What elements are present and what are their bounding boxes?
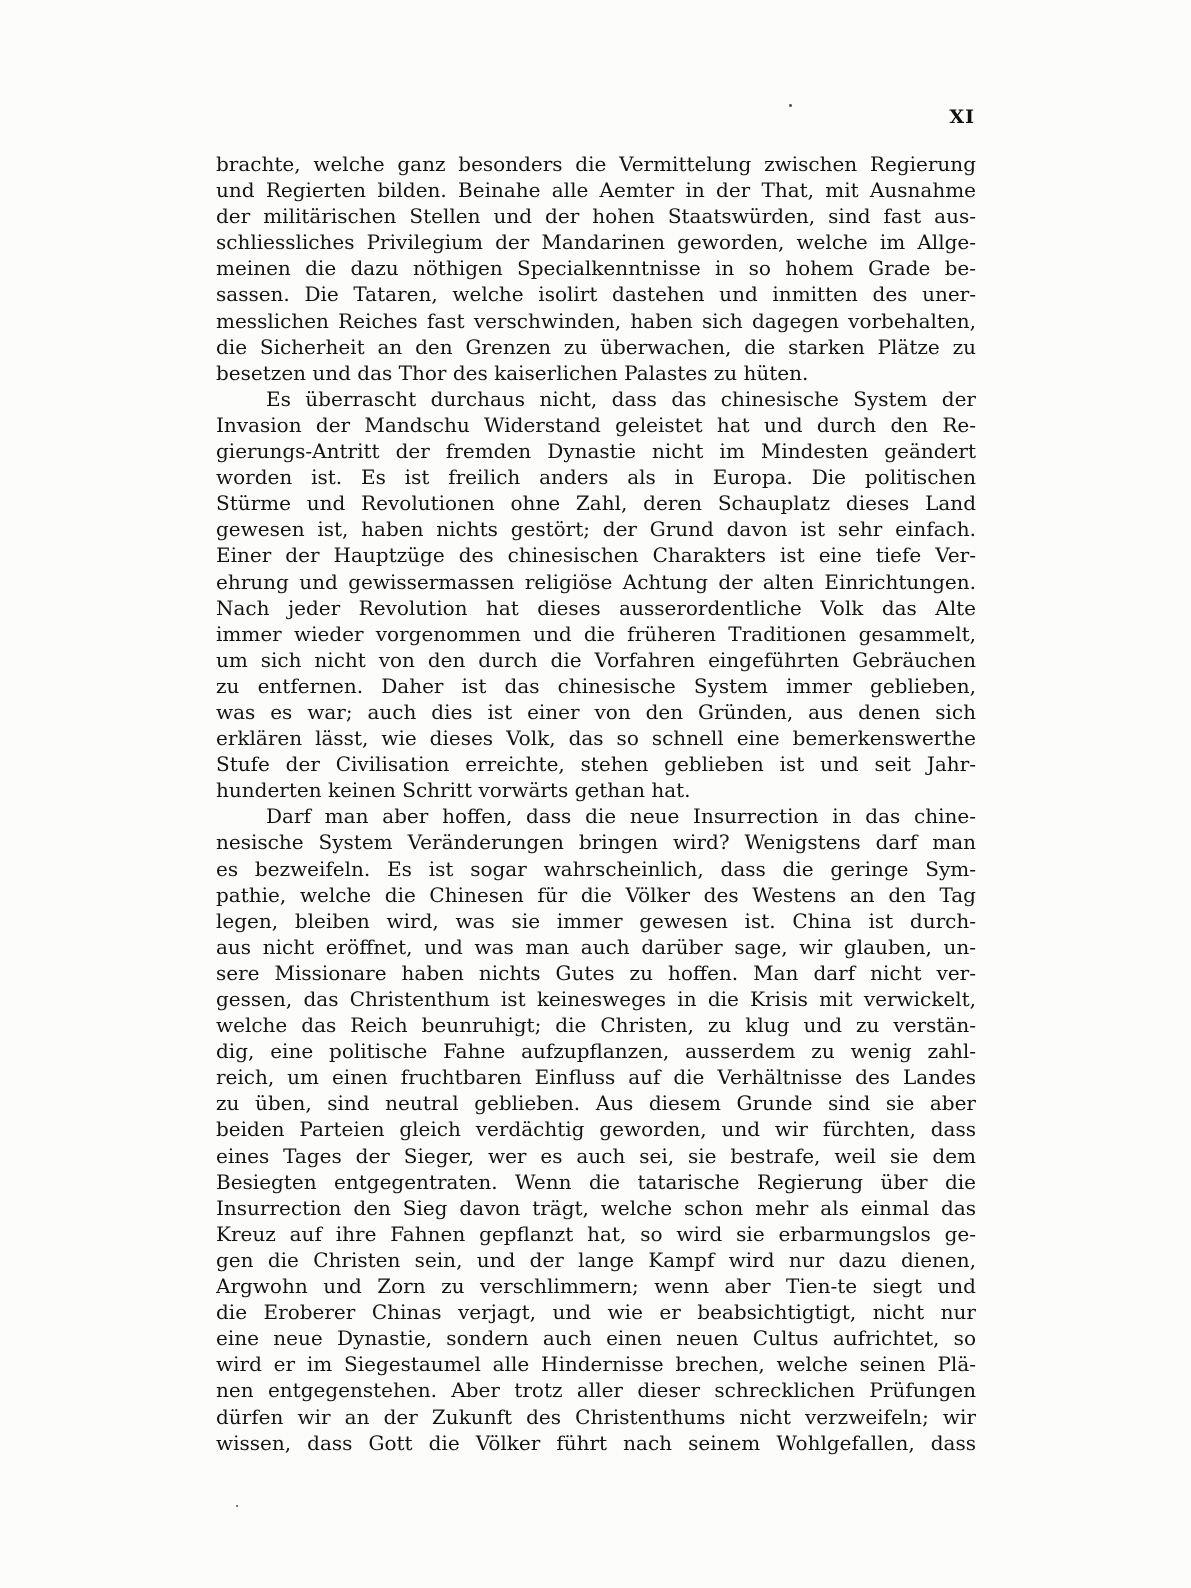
text-line: pathie, welche die Chinesen für die Völker des Westens an den Tag [216, 882, 976, 907]
text-line: aus nicht eröffnet, und was man auch darüber sage, wir glauben, un- [216, 934, 976, 959]
body-text [216, 151, 976, 1456]
text-line: messlichen Reiches fast verschwinden, haben sich dagegen vorbehalten, [216, 308, 976, 333]
text-line: dig, eine politische Fahne aufzupflanzen, ausserdem zu wenig zahl- [216, 1039, 976, 1064]
text-line: Einer der Hauptzüge des chinesischen Charakters ist eine tiefe Ver- [216, 543, 976, 568]
text-line: welche das Reich beunruhigt; die Christen, zu klug und zu verstän- [216, 1013, 976, 1038]
text-line: eines Tages der Sieger, wer es auch sei, sie bestrafe, weil sie dem [216, 1143, 976, 1168]
text-line: ehrung und gewissermassen religiöse Achtung der alten Einrichtungen. [216, 569, 976, 594]
text-line: Stürme und Revolutionen ohne Zahl, deren Schauplatz dieses Land [216, 491, 976, 516]
text-line: der militärischen Stellen und der hohen Staatswürden, sind fast aus- [216, 204, 976, 229]
text-line: wird er im Siegestaumel alle Hindernisse brechen, welche seinen Plä- [216, 1352, 976, 1377]
text-line: dürfen wir an der Zukunft des Christenthums nicht verzweifeln; wir [216, 1404, 976, 1429]
text-line: eine neue Dynastie, sondern auch einen neuen Cultus aufrichtet, so [216, 1326, 976, 1351]
text-line: die Sicherheit an den Grenzen zu überwachen, die starken Plätze zu [216, 334, 976, 359]
text-line: meinen die dazu nöthigen Specialkenntnisse in so hohem Grade be- [216, 256, 976, 281]
text-line: Stufe der Civilisation erreichte, stehen geblieben ist und seit Jahr- [216, 752, 976, 777]
text-line: Argwohn und Zorn zu verschlimmern; wenn aber Tien-te siegt und [216, 1274, 976, 1299]
text-line: um sich nicht von den durch die Vorfahren eingeführten Gebräuchen [216, 647, 976, 672]
text-line: gewesen ist, haben nichts gestört; der Grund davon ist sehr einfach. [216, 517, 976, 542]
text-line: Invasion der Mandschu Widerstand geleistet hat und durch den Re- [216, 412, 976, 437]
text-line: sere Missionare haben nichts Gutes zu hoffen. Man darf nicht ver- [216, 960, 976, 985]
text-line: gessen, das Christenthum ist keinesweges in die Krisis mit verwickelt, [216, 987, 976, 1011]
text-line: Darf man aber hoffen, dass die neue Insurrection in das chine- [266, 804, 976, 829]
text-line: die Eroberer Chinas verjagt, und wie er beabsichtigtigt, nicht nur [216, 1300, 976, 1325]
text-line: Besiegten entgegentraten. Wenn die tatarische Regierung über die [216, 1169, 976, 1194]
text-line: und Regierten bilden. Beinahe alle Aemter in der That, mit Ausnahme [216, 178, 976, 203]
text-line: Nach jeder Revolution hat dieses ausserordentliche Volk das Alte [216, 595, 976, 620]
text-line: legen, bleiben wird, was sie immer gewesen ist. China ist durch- [216, 908, 976, 933]
text-line: gen die Christen sein, und der lange Kampf wird nur dazu dienen, [216, 1247, 976, 1272]
text-line: schliessliches Privilegium der Mandarinen geworden, welche im Allge- [216, 230, 976, 255]
text-line: was es war; auch dies ist einer von den Gründen, aus denen sich [216, 699, 976, 724]
page-number: XI [949, 106, 975, 128]
text-line: besetzen und das Thor des kaiserlichen Palastes zu hüten. [216, 360, 809, 385]
text-line: zu üben, sind neutral geblieben. Aus diesem Grunde sind sie aber [216, 1091, 976, 1116]
text-line: beiden Parteien gleich verdächtig geworden, und wir fürchten, dass [216, 1117, 976, 1142]
text-line: zu entfernen. Daher ist das chinesische System immer geblieben, [216, 673, 976, 698]
text-line: reich, um einen fruchtbaren Einfluss auf die Verhältnisse des Landes [216, 1065, 976, 1090]
text-line: brachte, welche ganz besonders die Vermittelung zwischen Regierung [216, 152, 976, 176]
text-line: wissen, dass Gott die Völker führt nach seinem Wohlgefallen, dass [216, 1430, 976, 1455]
text-line: Kreuz auf ihre Fahnen gepflanzt hat, so wird sie erbarmungslos ge- [216, 1221, 976, 1246]
text-line: Insurrection den Sieg davon trägt, welche schon mehr als einmal das [216, 1195, 976, 1220]
text-line: erklären lässt, wie dieses Volk, das so schnell eine bemerkenswerthe [216, 726, 976, 751]
text-line: nen entgegenstehen. Aber trotz aller dieser schrecklichen Prüfungen [216, 1378, 976, 1403]
text-line: worden ist. Es ist freilich anders als in Europa. Die politischen [216, 465, 976, 490]
scan-speck [789, 104, 792, 107]
text-line: hunderten keinen Schritt vorwärts gethan hat. [216, 778, 691, 803]
text-line: es bezweifeln. Es ist sogar wahrscheinlich, dass die geringe Sym- [216, 856, 976, 881]
text-line: nesische System Veränderungen bringen wird? Wenigstens darf man [216, 830, 976, 855]
text-line: immer wieder vorgenommen und die früheren Traditionen gesammelt, [216, 621, 976, 646]
scan-speck [236, 1505, 238, 1507]
text-line: sassen. Die Tataren, welche isolirt dastehen und inmitten des uner- [216, 282, 976, 307]
text-line: gierungs-Antritt der fremden Dynastie nicht im Mindesten geändert [216, 439, 976, 464]
text-line: Es überrascht durchaus nicht, dass das chinesische System der [266, 386, 976, 411]
